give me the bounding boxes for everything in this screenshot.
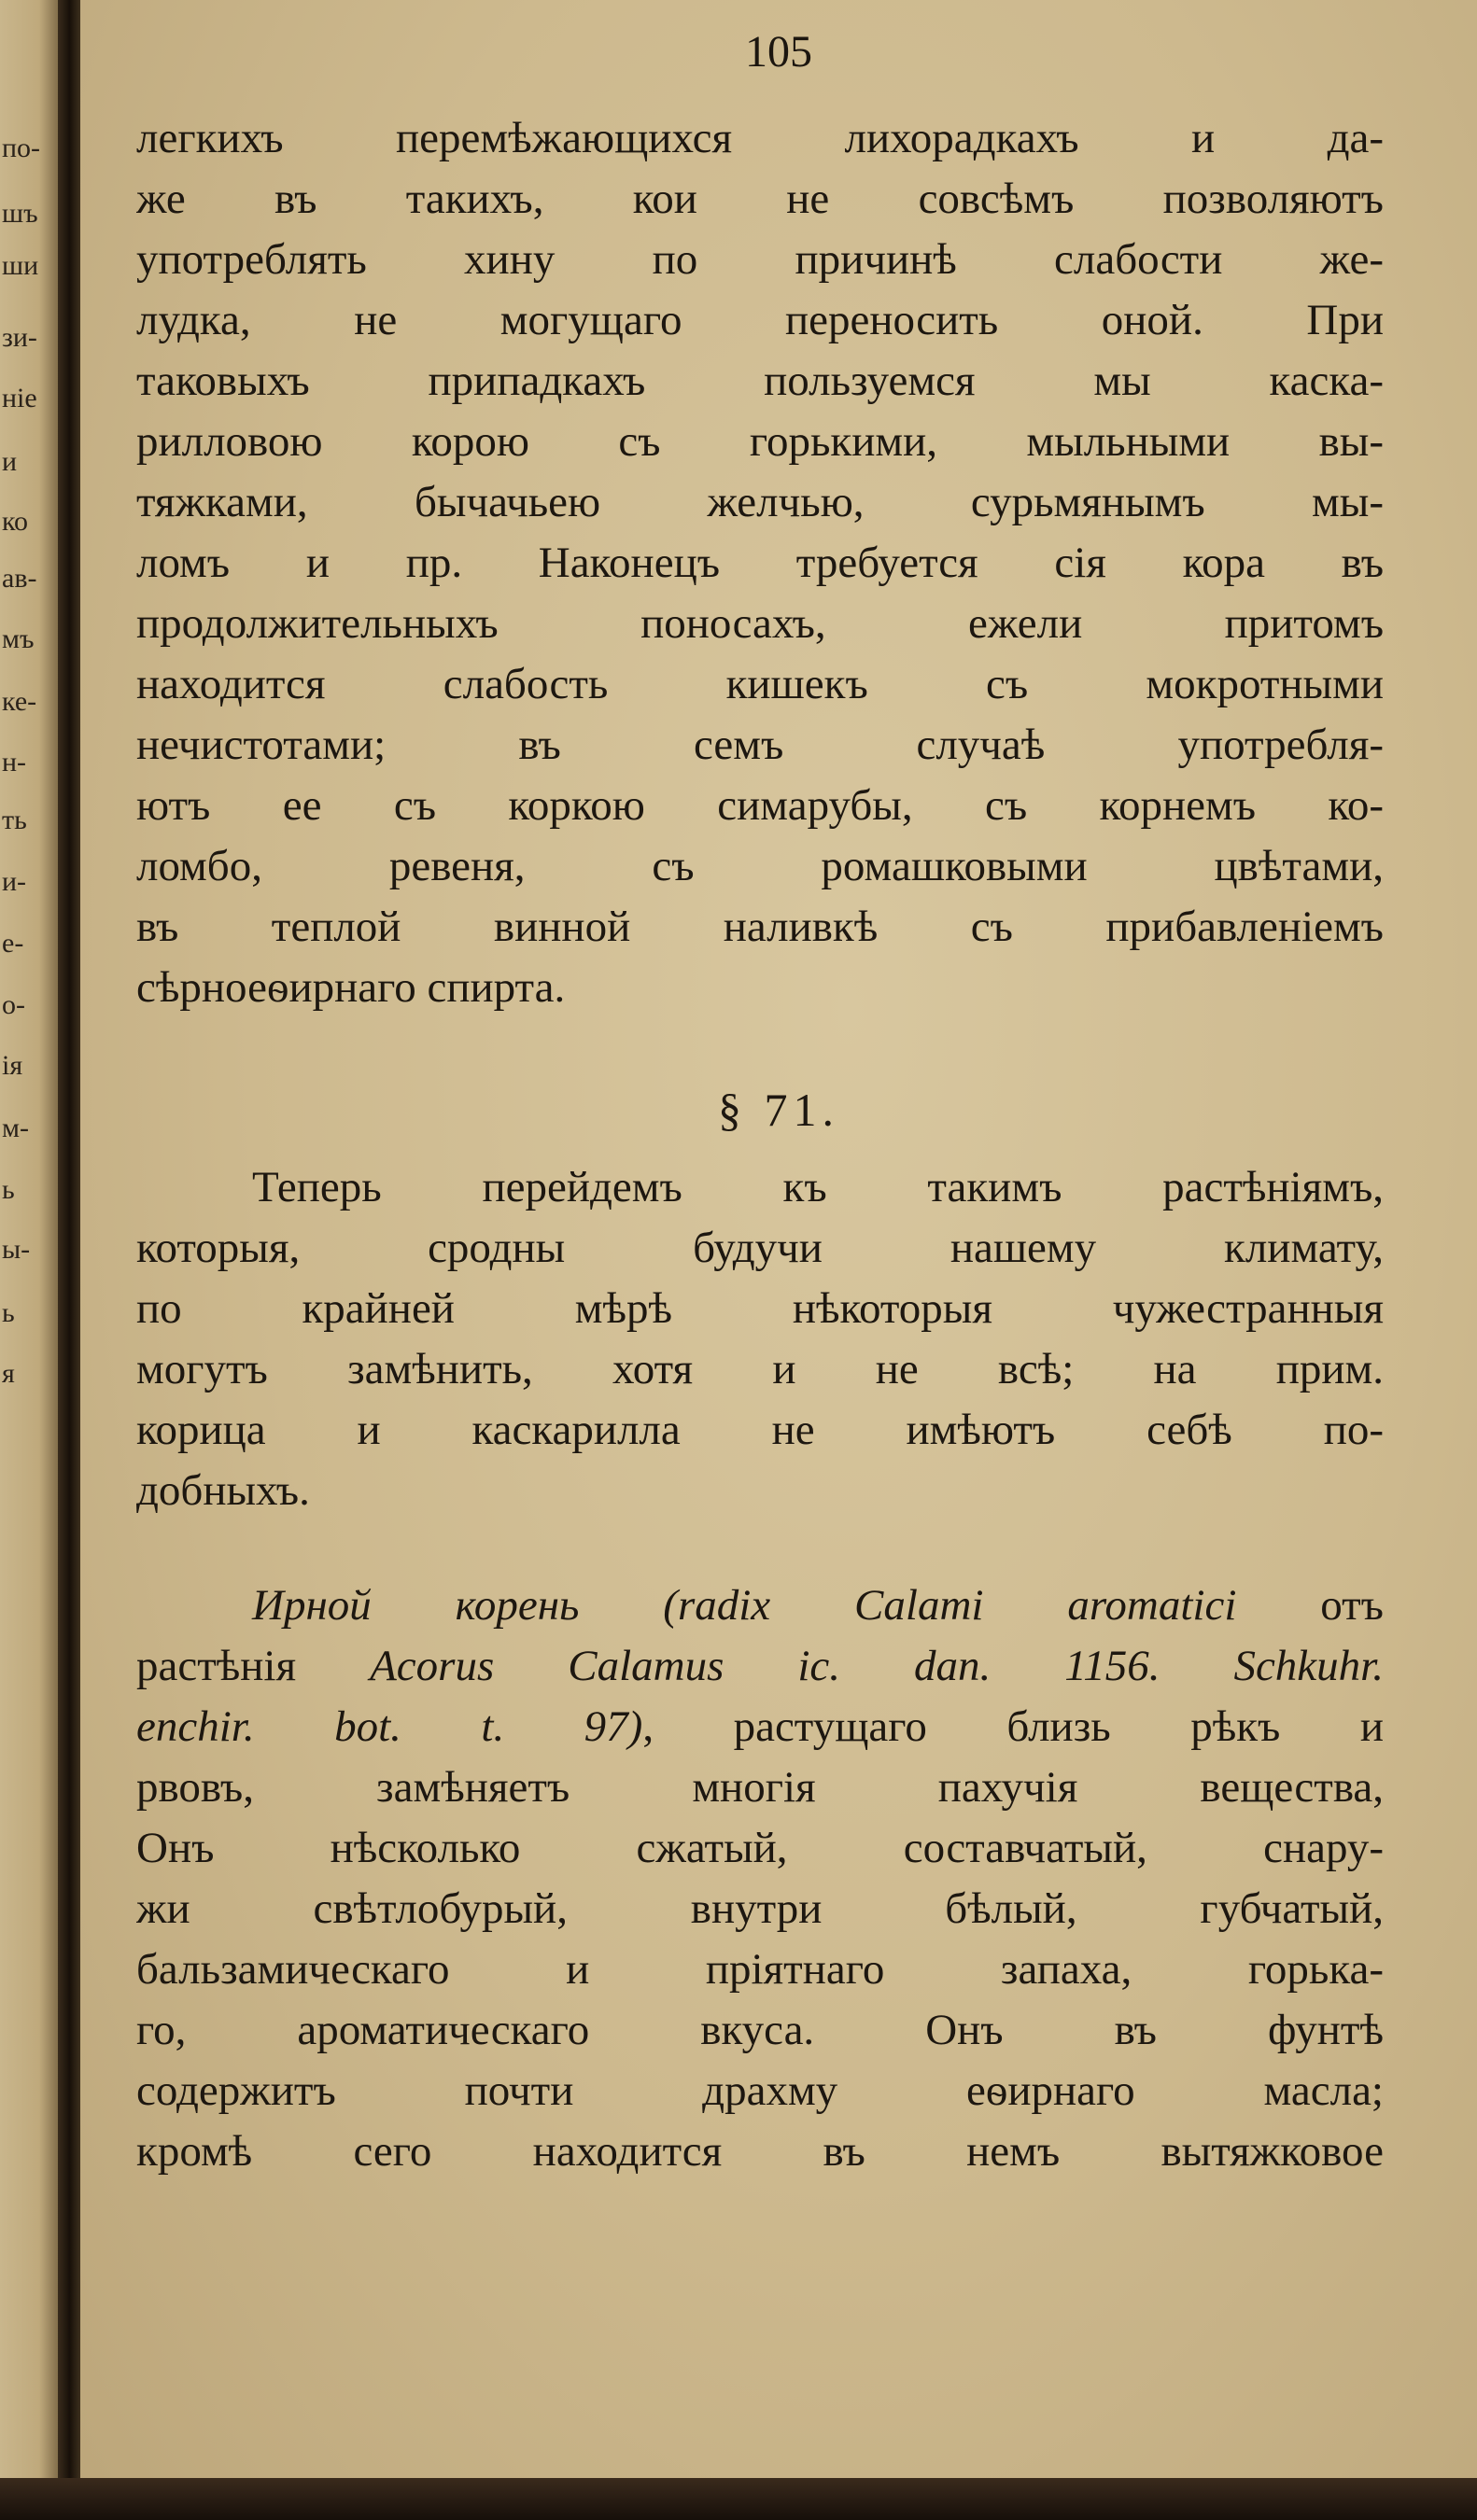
text-line: въ теплой винной наливкѣ съ прибавленіемъ xyxy=(136,903,1384,951)
text-span: растѣнія xyxy=(136,1642,371,1690)
text-line: корица и каскарилла не имѣютъ себѣ по- xyxy=(136,1406,1384,1454)
text-span: отъ xyxy=(1236,1581,1384,1630)
text-line: ломъ и пр. Наконецъ требуется сія кора въ xyxy=(136,539,1384,587)
italic-term: enchir. bot. t. 97) xyxy=(136,1702,643,1751)
previous-page-edge xyxy=(0,0,65,2520)
prev-page-fragment: ь xyxy=(2,1297,15,1328)
prev-page-fragment: ніе xyxy=(2,383,37,413)
text-line: легкихъ перемѣжающихся лихорадкахъ и да- xyxy=(136,114,1384,162)
text-line: находится слабость кишекъ съ мокротными xyxy=(136,660,1384,708)
text-line: жи свѣтлобурый, внутри бѣлый, губчатый, xyxy=(136,1884,1384,1933)
prev-page-fragment: зи- xyxy=(2,322,37,353)
text-line xyxy=(136,1638,1384,1694)
text-line: кромѣ сего находится въ немъ вытяжковое xyxy=(136,2127,1384,2176)
prev-page-fragment: ке- xyxy=(2,686,37,717)
prev-page-fragment: н- xyxy=(2,747,27,777)
text-line: бальзамическаго и пріятнаго запаха, горька- xyxy=(136,1945,1384,1994)
prev-page-fragment: ь xyxy=(2,1174,15,1205)
prev-page-fragment: шъ xyxy=(2,198,38,229)
page-bottom-edge xyxy=(0,2478,1477,2520)
prev-page-fragment: ав- xyxy=(2,563,37,594)
text-line: рвовъ, замѣняетъ многія пахучія вещества, xyxy=(136,1763,1384,1812)
prev-page-fragment: ть xyxy=(2,805,27,835)
text-line: ломбо, ревеня, съ ромашковыми цвѣтами, xyxy=(136,842,1384,890)
prev-page-fragment: и- xyxy=(2,866,27,897)
text-line: употреблять хину по причинѣ слабости же- xyxy=(136,235,1384,284)
text-line: ютъ ее съ коркою симарубы, съ корнемъ ко- xyxy=(136,781,1384,830)
page-number: 105 xyxy=(745,27,812,77)
text-line: таковыхъ припадкахъ пользуемся мы каска- xyxy=(136,357,1384,405)
italic-term: Ирной корень (radix Calami aromatici xyxy=(252,1581,1237,1630)
text-line: Онъ нѣсколько сжатый, составчатый, снару- xyxy=(136,1824,1384,1872)
prev-page-fragment: мъ xyxy=(2,623,35,654)
book-page xyxy=(80,0,1477,2520)
prev-page-fragment: ы- xyxy=(2,1234,31,1265)
italic-term: Acorus Calamus ic. dan. 1156. Schkuhr. xyxy=(370,1642,1384,1690)
prev-page-fragment: и xyxy=(2,446,18,477)
text-line: же въ такихъ, кои не совсѣмъ позволяютъ xyxy=(136,175,1384,223)
text-line: продолжительныхъ поносахъ, ежели притомъ xyxy=(136,599,1384,648)
prev-page-fragment: ко xyxy=(2,506,29,537)
prev-page-fragment: ія xyxy=(2,1050,23,1081)
text-line: которыя, сродны будучи нашему климату, xyxy=(136,1224,1384,1272)
text-line: тяжками, бычачьею желчью, сурьмянымъ мы- xyxy=(136,478,1384,526)
prev-page-fragment: е- xyxy=(2,928,24,959)
prev-page-fragment: я xyxy=(2,1358,15,1389)
prev-page-fragment: о- xyxy=(2,989,25,1020)
prev-page-fragment: по- xyxy=(2,133,41,163)
text-line: могутъ замѣнить, хотя и не всѣ; на прим. xyxy=(136,1345,1384,1393)
prev-page-fragment: м- xyxy=(2,1113,29,1143)
text-line: сѣрноеѳирнаго спирта. xyxy=(136,963,566,1012)
text-line: рилловою корою съ горькими, мыльными вы- xyxy=(136,417,1384,466)
text-line: Теперь перейдемъ къ такимъ растѣніямъ, xyxy=(252,1163,1384,1211)
section-heading: § 71. xyxy=(718,1084,839,1136)
text-line: по крайней мѣрѣ нѣкоторыя чужестранныя xyxy=(136,1284,1384,1333)
text-line: содержитъ почти драхму еѳирнаго масла; xyxy=(136,2066,1384,2115)
text-line xyxy=(136,1577,1384,1633)
text-line: го, ароматическаго вкуса. Онъ въ фунтѣ xyxy=(136,2006,1384,2054)
text-line xyxy=(136,1699,1384,1755)
text-line: лудка, не могущаго переносить оной. При xyxy=(136,296,1384,344)
text-line: добныхъ. xyxy=(136,1466,310,1515)
text-line: нечистотами; въ семъ случаѣ употребля- xyxy=(136,721,1384,769)
prev-page-fragment: ши xyxy=(2,250,39,281)
text-span: , растущаго близь рѣкъ и xyxy=(642,1702,1384,1751)
